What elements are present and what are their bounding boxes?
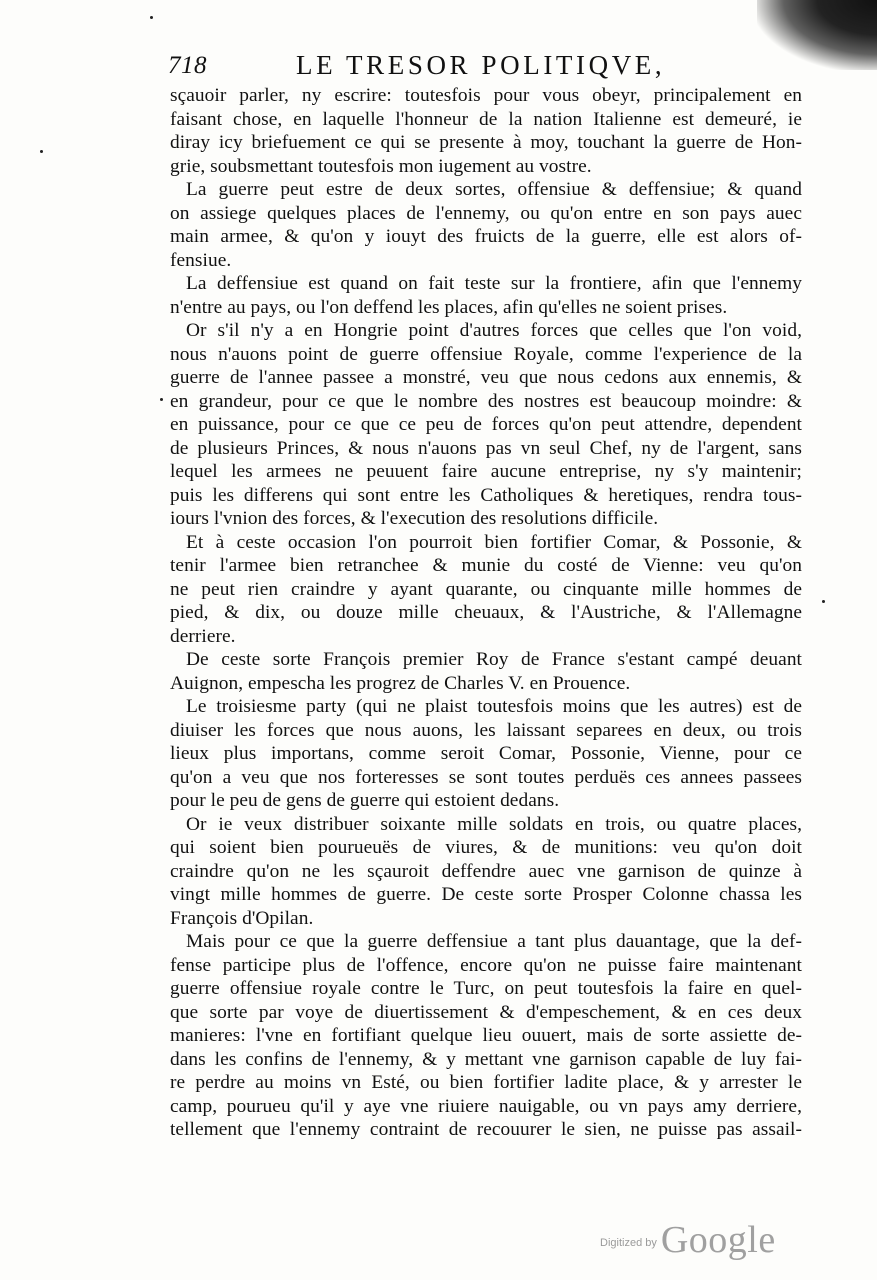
paragraph <box>170 178 802 272</box>
text-line: puis les differens qui sont entre les Catholiques & heretiques, rendra tous- <box>170 484 802 506</box>
text-line: lieux plus importans, comme seroit Comar, Possonie, Vienne, pour ce <box>170 743 802 764</box>
page-number: 718 <box>168 52 207 79</box>
text-line: grie, soubsmettant toutesfois mon iugement au vostre. <box>170 155 592 177</box>
text-line: que sorte par voye de diuertissement & d'empeschement, & en ces deux <box>170 1001 802 1023</box>
text-line: sçauoir parler, ny escrire: toutesfois pour vous obeyr, principalement en <box>170 85 802 106</box>
text-line: n'entre au pays, ou l'on deffend les places, afin qu'elles ne soient prises. <box>170 296 728 318</box>
text-line: guerre offensiue royale contre le Turc, on peut toutesfois la faire en quel- <box>170 978 802 999</box>
text-line: on assiege quelques places de l'ennemy, ou qu'on entre en son pays auec <box>170 202 802 224</box>
paragraph <box>170 813 802 931</box>
text-line: fense participe plus de l'offence, encore qu'on ne puisse faire maintenant <box>170 954 802 976</box>
text-line: manieres: l'vne en fortifiant quelque lieu ouuert, mais de sorte assiette de- <box>170 1025 802 1046</box>
paragraph <box>170 319 802 531</box>
scan-speck <box>40 150 43 153</box>
text-line: faisant chose, en laquelle l'honneur de la nation Italienne est demeuré, ie <box>170 108 802 130</box>
text-line: Mais pour ce que la guerre deffensiue a tant plus dauantage, que la def- <box>186 931 802 952</box>
text-line: lequel les armees ne peuuent faire aucune entreprise, ny s'y maintenir; <box>170 461 802 482</box>
digitized-watermark <box>600 1218 776 1262</box>
text-line: Or ie veux distribuer soixante mille soldats en trois, ou quatre places, <box>186 813 802 835</box>
body-text <box>170 84 802 1142</box>
text-line: nous n'auons point de guerre offensiue Royale, comme l'experience de la <box>170 343 802 365</box>
text-line: vingt mille hommes de guerre. De ceste sorte Prosper Colonne chassa les <box>170 884 802 905</box>
running-title: LE TRESOR POLITIQVE, <box>296 50 666 80</box>
text-line: Le troisiesme party (qui ne plaist toutesfois moins que les autres) est de <box>186 696 802 717</box>
text-line: iours l'vnion des forces, & l'execution des resolutions difficile. <box>170 508 659 529</box>
text-line: en puissance, pour ce que ce peu de forces qu'on peut attendre, dependent <box>170 414 802 435</box>
paragraph <box>170 531 802 649</box>
scan-speck <box>150 16 153 19</box>
text-line: Et à ceste occasion l'on pourroit bien fortifier Comar, & Possonie, & <box>186 531 802 553</box>
paragraph <box>170 648 802 695</box>
text-line: main armee, & qu'on y iouyt des fruicts de la guerre, elle est alors of- <box>170 226 802 247</box>
text-line: qu'on a veu que nos forteresses se sont toutes perduës ces annees passees <box>170 766 802 788</box>
text-line: La guerre peut estre de deux sortes, offensiue & deffensiue; & quand <box>186 179 802 200</box>
text-line: camp, pourueu qu'il y aye vne riuiere nauigable, ou vn pays amy derriere, <box>170 1095 802 1117</box>
paragraph <box>170 930 802 1142</box>
paragraph <box>170 84 802 178</box>
text-line: La deffensiue est quand on fait teste sur la frontiere, afin que l'ennemy <box>186 273 802 294</box>
text-line: François d'Opilan. <box>170 907 314 929</box>
watermark-prefix: Digitized by <box>600 1237 657 1249</box>
text-line: fensiue. <box>170 249 232 271</box>
text-line: qui soient bien pourueuës de viures, & de munitions: veu qu'on doit <box>170 837 802 858</box>
scan-speck <box>160 398 163 401</box>
text-line: derriere. <box>170 625 236 647</box>
scan-speck <box>822 600 825 603</box>
text-line: Or s'il n'y a en Hongrie point d'autres forces que celles que l'on void, <box>186 320 802 341</box>
text-line: craindre qu'on ne les sçauroit deffendre auec vne garnison de quinze à <box>170 860 802 882</box>
paragraph <box>170 272 802 319</box>
text-line: tellement que l'ennemy contraint de recouurer le sien, ne puisse pas assail- <box>170 1119 802 1140</box>
text-line: De ceste sorte François premier Roy de France s'estant campé deuant <box>186 649 802 670</box>
text-line: dans les confins de l'ennemy, & y mettant vne garnison capable de luy fai- <box>170 1048 802 1070</box>
text-line: pour le peu de gens de guerre qui estoient dedans. <box>170 790 560 811</box>
scan-corner-shadow <box>757 0 877 70</box>
text-line: tenir l'armee bien retranchee & munie du costé de Vienne: veu qu'on <box>170 555 802 576</box>
text-line: re perdre au moins vn Esté, ou bien fortifier ladite place, & y arrester le <box>170 1072 802 1093</box>
google-logo: Google <box>660 1219 776 1261</box>
text-line: pied, & dix, ou douze mille cheuaux, & l'Austriche, & l'Allemagne <box>170 602 802 623</box>
text-line: Auignon, empescha les progrez de Charles V. en Prouence. <box>170 672 631 694</box>
paragraph <box>170 695 802 813</box>
text-line: en grandeur, pour ce que le nombre des nostres est beaucoup moindre: & <box>170 390 802 412</box>
text-line: de plusieurs Princes, & nous n'auons pas vn seul Chef, ny de l'argent, sans <box>170 437 802 459</box>
text-line: guerre de l'annee passee a monstré, veu que nous cedons aux ennemis, & <box>170 367 802 388</box>
page-header <box>168 50 708 84</box>
text-line: diray icy briefuement ce qui se presente à moy, touchant la guerre de Hon- <box>170 132 802 153</box>
text-line: ne peut rien craindre y ayant quarante, ou cinquante mille hommes de <box>170 578 802 600</box>
text-line: diuiser les forces que nous auons, les laissant separees en deux, ou trois <box>170 719 802 741</box>
